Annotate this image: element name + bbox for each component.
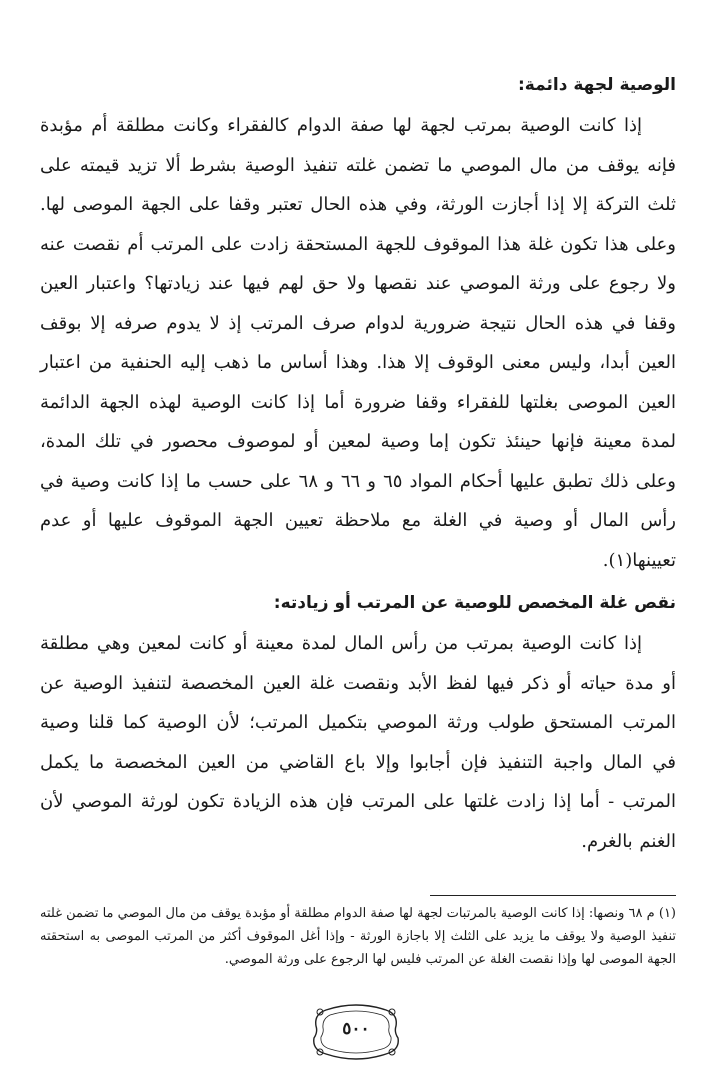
footnote: (١) م ٦٨ ونصها: إذا كانت الوصية بالمرتبات لجهة لها صفة الدوام مطلقة أو مؤبدة يوقف من مال الموصي ما تضمن غلته تنفيذ الوصية ولا يوقف ما يزيد على الثلث إلا باجازة الورثة - وإذا أغل الموقوف أكثر من المرتب الموصى به استحقته الجهة الموصى لها وإذا نقصت الغلة عن المرتب فليس لها الرجوع على ورثة الموصي. bbox=[40, 906, 676, 967]
page-number: ٥٠٠ bbox=[342, 1019, 370, 1039]
page-number-ornament bbox=[306, 1000, 406, 1064]
page-body bbox=[40, 60, 676, 971]
paragraph-permanent-bequest: إذا كانت الوصية بمرتب لجهة لها صفة الدوام كالفقراء وكانت مطلقة أم مؤبدة فإنه يوقف من مال الموصي ما تضمن غلته تنفيذ الوصية بشرط ألا تزيد قيمته على ثلث التركة إلا إذا أجازت الورثة، وفي هذه الحال تعتبر وقفا على الجهة الموصى لها. وعلى هذا تكون غلة هذا الموقوف للجهة المستحقة زادت على المرتب أم نقصت عنه ولا رجوع على ورثة الموصي عند نقصها ولا حق لهم فيها عند زيادتها؟ واعتبار العين وقفا في هذه الحال نتيجة ضرورية لدوام صرف المرتب إذ لا يدوم صرفه إلا بوقف العين أبدا، وليس معنى الوقوف إلا هذا. وهذا أساس ما ذهب إليه الحنفية من اعتبار العين الموصى بغلتها للفقراء وقفا ضرورة أما إذا كانت الوصية لهذه الجهة الدائمة لمدة معينة فإنها حينئذ تكون إما وصية لمعين أو لموصوف محصور في تلك المدة، وعلى ذلك تطبق عليها أحكام المواد ٦٥ و ٦٦ و ٦٨ على حسب ما إذا كانت وصية في رأس المال أو وصية في الغلة مع ملاحظة تعيين الجهة الموقوف عليها أو عدم تعيينها(١). bbox=[40, 115, 676, 571]
footnote-separator bbox=[430, 895, 676, 896]
section-heading-revenue-shortfall: نقص غلة المخصص للوصية عن المرتب أو زيادته: bbox=[273, 593, 676, 613]
paragraph-revenue-shortfall: إذا كانت الوصية بمرتب من رأس المال لمدة معينة أو كانت لمعين وهي مطلقة أو مدة حياته أو ذكر فيها لفظ الأبد ونقصت غلة العين المخصصة لتنفيذ الوصية عن المرتب المستحق طولب ورثة الموصي بتكميل المرتب؛ لأن الوصية كما قلنا وصية في المال واجبة التنفيذ فإن أجابوا وإلا باع القاضي من العين المخصصة ما يكمل المرتب - أما إذا زادت غلتها على المرتب فإن هذه الزيادة تكون لورثة الموصي لأن الغنم بالغرم. bbox=[40, 633, 676, 852]
section-heading-permanent-bequest: الوصية لجهة دائمة: bbox=[518, 75, 676, 95]
